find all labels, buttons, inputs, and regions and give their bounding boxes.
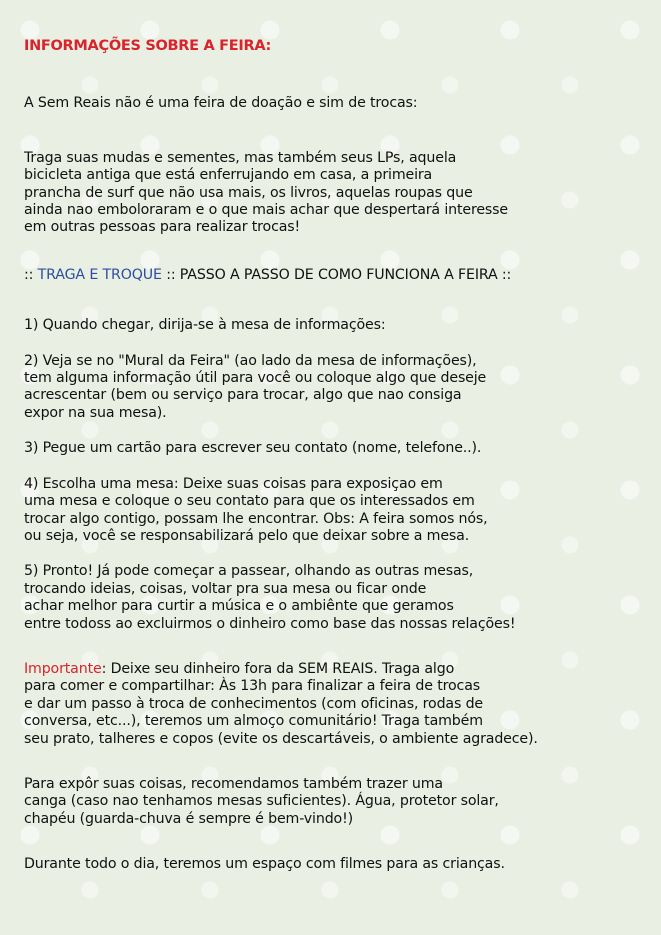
- step-line: 3) Pegue um cartão para escrever seu contato (nome, telefone..).: [24, 440, 482, 457]
- step-line: acrescentar (bem ou serviço para trocar, algo que nao consiga: [24, 387, 462, 404]
- step-line: ou seja, você se responsabilizará pelo que deixar sobre a mesa.: [24, 527, 470, 544]
- intro-text: A Sem Reais não é uma feira de doação e sim de trocas:: [24, 95, 418, 112]
- recommend-paragraph: [24, 776, 649, 828]
- steps-heading-highlight: TRAGA E TROQUE: [37, 266, 162, 283]
- important-line: seu prato, talheres e copos (evite os descartáveis, o ambiente agradece).: [24, 730, 538, 747]
- step-line: 4) Escolha uma mesa: Deixe suas coisas para exposiçao em: [24, 475, 443, 492]
- recommend-line: Para expôr suas coisas, recomendamos também trazer uma: [24, 775, 443, 792]
- step-1: [24, 317, 649, 334]
- step-line: uma mesa e coloque o seu contato para que os interessados em: [24, 493, 475, 510]
- step-line: entre todoss ao excluirmos o dinheiro como base das nossas relações!: [24, 615, 516, 632]
- bring-line: em outras pessoas para realizar trocas!: [24, 219, 301, 236]
- important-label: Importante: [24, 660, 102, 677]
- recommend-line: chapéu (guarda-chuva é sempre é bem-vindo!): [24, 810, 353, 827]
- bring-line: prancha de surf que não usa mais, os livros, aquelas roupas que: [24, 184, 473, 201]
- important-paragraph: [24, 661, 649, 748]
- step-line: achar melhor para curtir a música e o ambiênte que geramos: [24, 598, 454, 615]
- important-first-line: [24, 661, 649, 678]
- important-line: e dar um passo à troca de conhecimentos (com oficinas, rodas de: [24, 695, 484, 712]
- bring-line: ainda nao emboloraram e o que mais achar que despertará interesse: [24, 202, 508, 219]
- step-line: 1) Quando chegar, dirija-se à mesa de informações:: [24, 317, 386, 334]
- step-5: [24, 563, 649, 633]
- step-line: 2) Veja se no "Mural da Feira" (ao lado da mesa de informações),: [24, 352, 477, 369]
- closing-text: Durante todo o dia, teremos um espaço com filmes para as crianças.: [24, 856, 505, 873]
- step-4: [24, 476, 649, 546]
- steps-heading-suffix: :: PASSO A PASSO DE COMO FUNCIONA A FEIRA ::: [161, 266, 512, 283]
- step-line: expor na sua mesa).: [24, 404, 167, 421]
- bring-paragraph: [24, 150, 649, 237]
- recommend-line: canga (caso nao tenhamos mesas suficientes). Água, protetor solar,: [24, 793, 499, 810]
- steps-heading-prefix: ::: [24, 266, 38, 283]
- step-line: trocar algo contigo, possam lhe encontrar. Obs: A feira somos nós,: [24, 510, 488, 527]
- important-first-line-text: : Deixe seu dinheiro fora da SEM REAIS. Traga algo: [101, 660, 455, 677]
- important-line: conversa, etc...), teremos um almoço comunitário! Traga também: [24, 713, 483, 730]
- steps-heading: [24, 267, 649, 284]
- bring-line: Traga suas mudas e sementes, mas também seus LPs, aquela: [24, 149, 457, 166]
- step-line: trocando ideias, coisas, voltar pra sua mesa ou ficar onde: [24, 580, 427, 597]
- flyer-content: [24, 38, 649, 874]
- bring-line: bicicleta antiga que está enferrujando em casa, a primeira: [24, 167, 433, 184]
- step-line: tem alguma informação útil para você ou coloque algo que deseje: [24, 370, 487, 387]
- important-line: para comer e compartilhar: Às 13h para finalizar a feira de trocas: [24, 678, 480, 695]
- step-3: [24, 440, 649, 457]
- page-title: INFORMAÇÕES SOBRE A FEIRA:: [24, 38, 272, 54]
- step-2: [24, 353, 649, 423]
- step-line: 5) Pronto! Já pode começar a passear, olhando as outras mesas,: [24, 563, 474, 580]
